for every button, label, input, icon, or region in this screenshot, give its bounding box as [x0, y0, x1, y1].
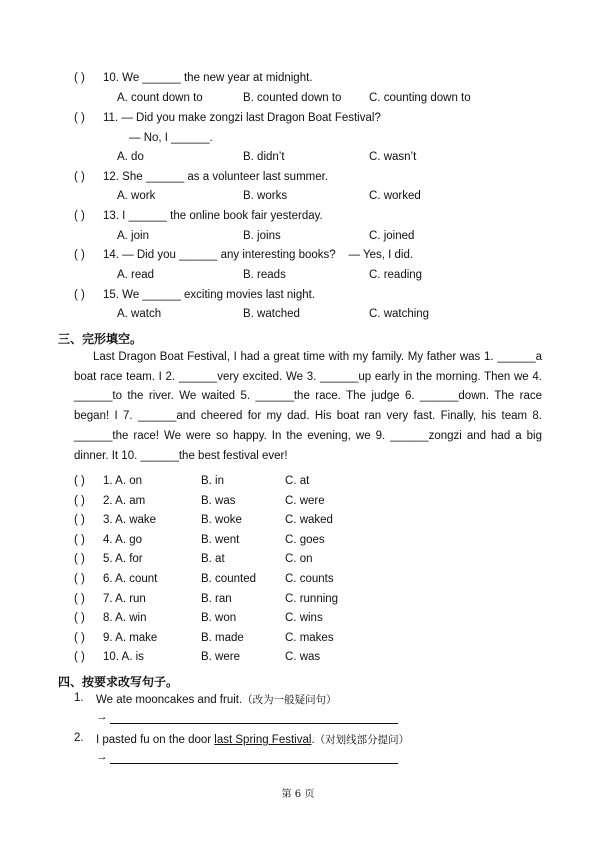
- option-c: C. wasn’t: [369, 151, 417, 163]
- sentence-end: .: [311, 734, 315, 746]
- sentence-text: I pasted fu on the door: [96, 734, 215, 746]
- question-stem-line2: — No, I ______.: [129, 132, 213, 144]
- rewrite-sentence: [96, 692, 337, 707]
- answer-blank[interactable]: ( ): [74, 475, 85, 487]
- option-c: C. running: [285, 593, 339, 605]
- option-b: B. made: [201, 632, 244, 644]
- option-b: B. joins: [243, 230, 281, 242]
- rewrite-sentence: [96, 732, 409, 747]
- option-c: C. counting down to: [369, 92, 471, 104]
- option-a: 6. A. count: [103, 573, 158, 585]
- option-a: A. do: [117, 151, 144, 163]
- answer-blank[interactable]: ( ): [74, 573, 85, 585]
- blank-line[interactable]: [110, 723, 398, 724]
- answer-blank[interactable]: ( ): [74, 171, 85, 183]
- option-a: 2. A. am: [103, 495, 146, 507]
- option-a: 7. A. run: [103, 593, 146, 605]
- answer-blank[interactable]: ( ): [74, 553, 85, 565]
- question-stem: 10. We ______ the new year at midnight.: [103, 72, 313, 84]
- option-b: B. counted down to: [243, 92, 342, 104]
- option-c: C. wins: [285, 612, 323, 624]
- option-c: C. counts: [285, 573, 334, 585]
- answer-blank[interactable]: ( ): [74, 495, 85, 507]
- option-b: B. works: [243, 190, 288, 202]
- option-b: B. watched: [243, 308, 300, 320]
- option-c: C. on: [285, 553, 313, 565]
- option-a: 5. A. for: [103, 553, 143, 565]
- option-b: B. went: [201, 534, 240, 546]
- option-c: C. joined: [369, 230, 415, 242]
- option-a: 9. A. make: [103, 632, 158, 644]
- option-b: B. were: [201, 651, 240, 663]
- option-c: C. worked: [369, 190, 421, 202]
- option-b: B. woke: [201, 514, 242, 526]
- answer-blank[interactable]: ( ): [74, 534, 85, 546]
- sentence-text: We ate mooncakes and fruit.: [96, 694, 243, 706]
- section-4-title: 四、按要求改写句子。: [58, 675, 179, 689]
- option-a: A. watch: [117, 308, 162, 320]
- section-3-title: 三、完形填空。: [58, 332, 143, 346]
- option-a: 4. A. go: [103, 534, 143, 546]
- option-a: 8. A. win: [103, 612, 147, 624]
- option-c: C. were: [285, 495, 325, 507]
- answer-blank[interactable]: ( ): [74, 72, 85, 84]
- answer-blank[interactable]: ( ): [74, 210, 85, 222]
- option-c: C. waked: [285, 514, 333, 526]
- option-a: A. read: [117, 269, 155, 281]
- answer-blank[interactable]: ( ): [74, 651, 85, 663]
- option-b: B. at: [201, 553, 225, 565]
- option-a: 10. A. is: [103, 651, 144, 663]
- arrow-icon: →: [96, 751, 108, 763]
- question-stem: 14. — Did you ______ any interesting books? — Yes, I did.: [103, 249, 414, 261]
- option-c: C. watching: [369, 308, 430, 320]
- question-stem: 12. She ______ as a volunteer last summer.: [103, 171, 329, 183]
- item-number: 1.: [74, 692, 84, 704]
- blank-line[interactable]: [110, 763, 398, 764]
- option-b: B. ran: [201, 593, 232, 605]
- page-number: 第 6 页: [281, 789, 315, 800]
- option-b: B. was: [201, 495, 236, 507]
- answer-blank[interactable]: ( ): [74, 289, 85, 301]
- option-c: C. goes: [285, 534, 325, 546]
- option-a: 1. A. on: [103, 475, 143, 487]
- option-a: A. work: [117, 190, 156, 202]
- question-stem: 11. — Did you make zongzi last Dragon Boat Festival?: [103, 112, 381, 124]
- answer-blank[interactable]: ( ): [74, 514, 85, 526]
- question-stem: 13. I ______ the online book fair yesterday.: [103, 210, 323, 222]
- answer-blank[interactable]: ( ): [74, 249, 85, 261]
- option-a: A. count down to: [117, 92, 203, 104]
- arrow-icon: →: [96, 711, 108, 723]
- option-a: A. join: [117, 230, 149, 242]
- option-c: C. makes: [285, 632, 334, 644]
- question-stem: 15. We ______ exciting movies last night.: [103, 289, 316, 301]
- cloze-passage: [74, 348, 542, 466]
- underlined-phrase: last Spring Festival: [214, 734, 312, 746]
- option-c: C. reading: [369, 269, 423, 281]
- option-b: B. reads: [243, 269, 286, 281]
- option-b: B. didn’t: [243, 151, 285, 163]
- passage-text: Last Dragon Boat Festival, I had a great time with my family. My father was 1. ______a boat race team. I 2. ______very excited. We 3. ______up early in the morning. Then we 4. ______to the river. We waited 5. ______the race. The judge 6. ______down. The race began! I 7. ______and cheered for my dad. His boat ran very fast. Finally, his team 8. ______the race! We were so happy. In the evening, we 9. ______zongzi and had a big dinner. It 10. ______the best festival ever!: [74, 351, 542, 462]
- answer-blank[interactable]: ( ): [74, 612, 85, 624]
- option-b: B. counted: [201, 573, 256, 585]
- option-b: B. in: [201, 475, 225, 487]
- answer-blank[interactable]: ( ): [74, 593, 85, 605]
- answer-blank[interactable]: ( ): [74, 632, 85, 644]
- item-number: 2.: [74, 732, 84, 744]
- instruction-hint: （对划线部分提问）: [314, 734, 410, 746]
- option-c: C. was: [285, 651, 321, 663]
- instruction-hint: （改为一般疑问句）: [242, 694, 337, 706]
- option-c: C. at: [285, 475, 310, 487]
- answer-blank[interactable]: ( ): [74, 112, 85, 124]
- option-a: 3. A. wake: [103, 514, 157, 526]
- option-b: B. won: [201, 612, 237, 624]
